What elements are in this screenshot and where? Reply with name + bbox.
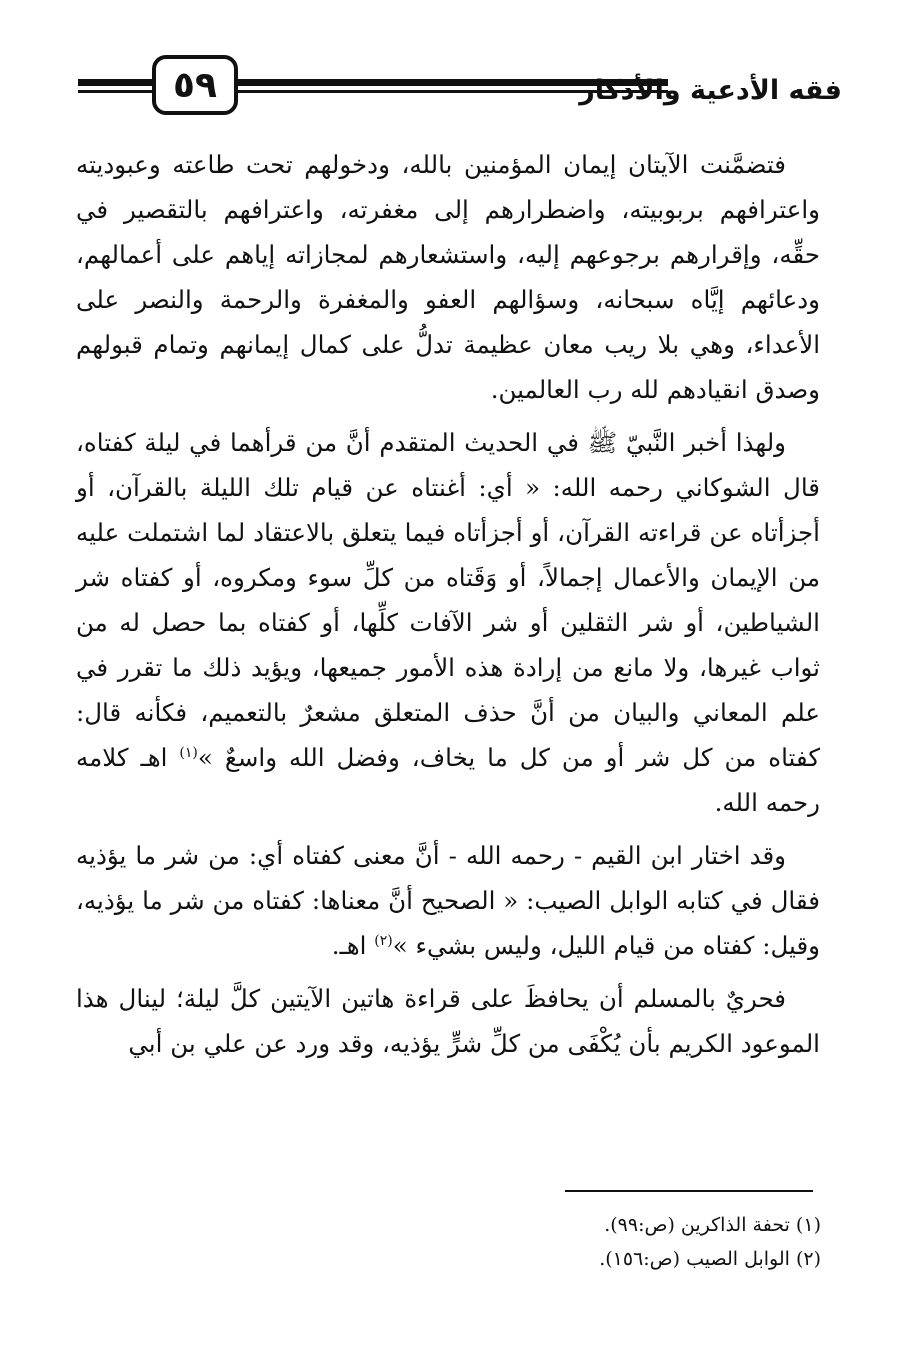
- paragraph-2: [76, 420, 820, 825]
- paragraph-tail: اهـ كلامه رحمه الله.: [76, 743, 820, 817]
- main-text: [76, 142, 820, 1074]
- paragraph-text: فحريٌ بالمسلم أن يحافظَ على قراءة هاتين الآيتين كلَّ ليلة؛ لينال هذا الموعود الكريم بأن يُكْفَى من كلِّ شرٍّ يؤذيه، وقد ورد عن علي بن أبي: [76, 984, 820, 1058]
- footnotes: [221, 1208, 821, 1276]
- running-header: [72, 55, 842, 123]
- paragraph-tail: اهـ.: [331, 931, 375, 960]
- header-rule-left-thick: [78, 79, 154, 86]
- paragraph-text: وقد اختار ابن القيم - رحمه الله - أنَّ معنى كفتاه أي: من شر ما يؤذيه فقال في كتابه الوابل الصيب: « الصحيح أنَّ معناها: كفتاه من شر ما يؤذيه، وقيل: كفتاه من قيام الليل، وليس بشيء »: [76, 841, 820, 960]
- paragraph-4: [76, 976, 820, 1066]
- paragraph-3: [76, 833, 820, 968]
- paragraph-1: [76, 142, 820, 412]
- page-number: ٥٩: [152, 55, 238, 115]
- footnote-separator: [565, 1190, 813, 1192]
- footnote-ref-1: (١): [179, 744, 198, 761]
- book-title: فقه الأدعية والأذكار: [579, 75, 842, 106]
- footnote-1: (١) تحفة الذاكرين (ص:٩٩).: [604, 1214, 821, 1236]
- paragraph-text: ولهذا أخبر النَّبيّ ﷺ في الحديث المتقدم أنَّ من قرأهما في ليلة كفتاه، قال الشوكاني رحمه الله: « أي: أغنتاه عن قيام تلك الليلة بالقرآن، أو أجزأتاه عن قراءته القرآن، أو أجزأتاه فيما يتعلق بالاعتقاد لما اشتملت عليه من الإيمان والأعمال إجمالاً، أو وَقَتاه من كلِّ سوء ومكروه، أو كفتاه شر الشياطين، أو شر الثقلين أو شر الآفات كلِّها، أو كفتاه بما حصل له من ثواب غيرها، ولا مانع من إرادة هذه الأمور جميعها، ويؤيد ذلك ما تقرر في علم المعاني والبيان من أنَّ حذف المتعلق مشعرٌ بالتعميم، فكأنه قال: كفتاه من كل شر أو من كل ما يخاف، وفضل الله واسعٌ »: [76, 428, 820, 772]
- header-rule-left-thin: [78, 90, 154, 93]
- footnote-ref-2: (٢): [374, 932, 393, 949]
- paragraph-text: فتضمَّنت الآيتان إيمان المؤمنين بالله، ودخولهم تحت طاعته وعبوديته واعترافهم بربوبيته، واضطرارهم إلى مغفرته، واعترافهم بالتقصير في حقِّه، وإقرارهم برجوعهم إليه، واستشعارهم لمجازاته إياهم على أعمالهم، ودعائهم إيَّاه سبحانه، وسؤالهم العفو والمغفرة والرحمة والنصر على الأعداء، وهي بلا ريب معان عظيمة تدلُّ على كمال إيمانهم وتمام قبولهم وصدق انقيادهم لله رب العالمين.: [76, 150, 820, 404]
- footnote-2: (٢) الوابل الصيب (ص:١٥٦).: [599, 1248, 821, 1270]
